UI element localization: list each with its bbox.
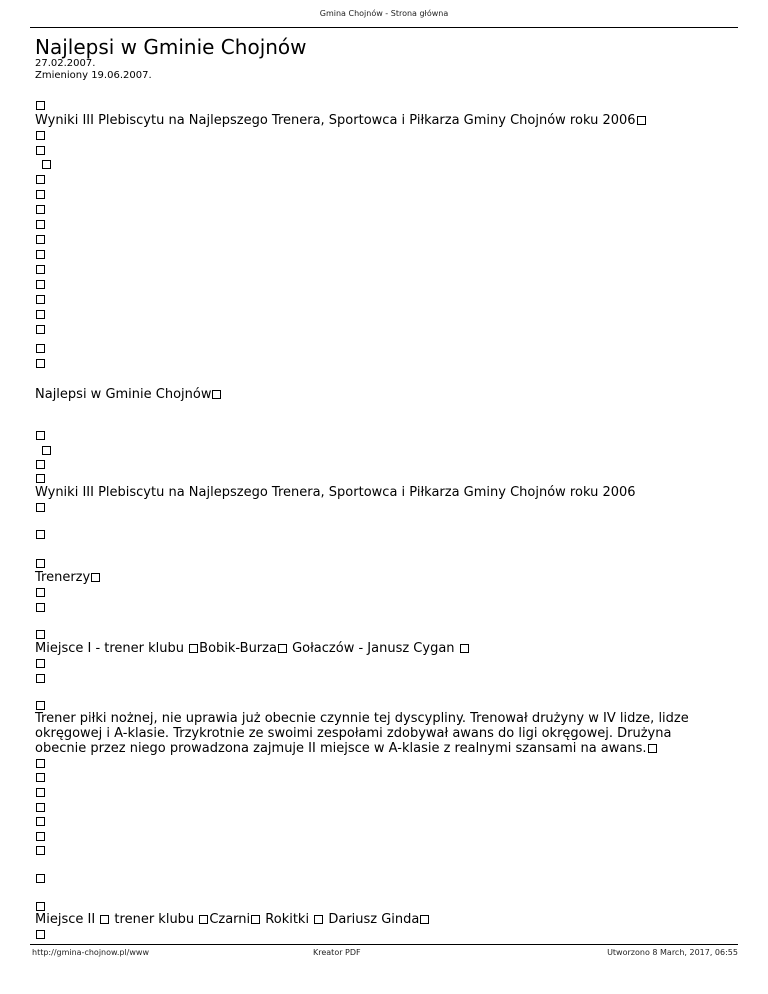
missing-glyph-icon: [36, 344, 45, 353]
placeholder-glyph-row: [35, 307, 46, 322]
placeholder-glyph-row: [35, 556, 46, 571]
place-2-name: Dariusz Ginda: [324, 912, 420, 927]
section-trainers: [35, 570, 101, 585]
placeholder-glyph-row: [35, 829, 46, 844]
placeholder-glyph-row: [35, 128, 46, 143]
missing-glyph-icon: [278, 644, 287, 653]
missing-glyph-icon: [36, 674, 45, 683]
placeholder-glyph-row: [35, 457, 46, 472]
missing-glyph-icon: [36, 310, 45, 319]
page-header: Gmina Chojnów - Strona główna: [319, 9, 449, 18]
date-created: 27.02.2007.: [35, 58, 96, 69]
missing-glyph-icon: [189, 644, 198, 653]
missing-glyph-icon: [36, 280, 45, 289]
missing-glyph-icon: [36, 759, 45, 768]
heading: Wyniki III Plebiscytu na Najlepszego Trenera, Sportowca i Piłkarza Gminy Chojnów roku 2006: [35, 485, 636, 500]
missing-glyph-icon: [36, 788, 45, 797]
placeholder-glyph-row: [35, 277, 46, 292]
place-1-line: [35, 641, 470, 656]
placeholder-glyph-row: [35, 770, 46, 785]
placeholder-glyph-row: [35, 656, 46, 671]
missing-glyph-icon: [36, 101, 45, 110]
place-1-rest: Gołaczów - Janusz Cygan: [287, 641, 459, 656]
placeholder-glyph-row: [35, 232, 46, 247]
footer-creator: Kreator PDF: [313, 948, 361, 957]
missing-glyph-icon: [36, 235, 45, 244]
placeholder-glyph-row: [35, 527, 46, 542]
subtitle: [35, 387, 222, 402]
placeholder-glyph-row: [41, 157, 52, 172]
placeholder-glyph-row: [35, 800, 46, 815]
missing-glyph-icon: [36, 803, 45, 812]
place-2-middle: trener klubu: [110, 912, 199, 927]
subtitle-text: Najlepsi w Gminie Chojnów: [35, 387, 212, 402]
missing-glyph-icon: [36, 460, 45, 469]
missing-glyph-icon: [36, 530, 45, 539]
place-2-club: Czarni: [209, 912, 251, 927]
missing-glyph-icon: [36, 265, 45, 274]
missing-glyph-icon: [36, 817, 45, 826]
section-trainers-text: Trenerzy: [35, 570, 91, 585]
placeholder-glyph-row: [35, 322, 46, 337]
placeholder-glyph-row: [35, 600, 46, 615]
missing-glyph-icon: [36, 630, 45, 639]
missing-glyph-icon: [36, 701, 45, 710]
place-1-club: Bobik-Burza: [199, 641, 277, 656]
placeholder-glyph-row: [35, 247, 46, 262]
placeholder-glyph-row: [35, 202, 46, 217]
header-divider: [30, 27, 738, 28]
missing-glyph-icon: [212, 390, 221, 399]
missing-glyph-icon: [36, 131, 45, 140]
placeholder-glyph-row: [35, 262, 46, 277]
missing-glyph-icon: [36, 832, 45, 841]
missing-glyph-icon: [36, 474, 45, 483]
missing-glyph-icon: [36, 295, 45, 304]
placeholder-glyph-row: [35, 98, 46, 113]
missing-glyph-icon: [460, 644, 469, 653]
place-1-prefix: Miejsce I - trener klubu: [35, 641, 189, 656]
missing-glyph-icon: [314, 915, 323, 924]
placeholder-glyph-row: [35, 341, 46, 356]
placeholder-glyph-row: [35, 143, 46, 158]
missing-glyph-icon: [36, 603, 45, 612]
missing-glyph-icon: [36, 503, 45, 512]
placeholder-glyph-row: [35, 292, 46, 307]
missing-glyph-icon: [91, 573, 100, 582]
placeholder-glyph-row: [35, 217, 46, 232]
placeholder-glyph-row: [35, 756, 46, 771]
missing-glyph-icon: [42, 160, 51, 169]
missing-glyph-icon: [36, 146, 45, 155]
placeholder-glyph-row: [35, 785, 46, 800]
missing-glyph-icon: [36, 359, 45, 368]
missing-glyph-icon: [648, 744, 657, 753]
missing-glyph-icon: [36, 588, 45, 597]
missing-glyph-icon: [36, 659, 45, 668]
placeholder-glyph-row: [35, 500, 46, 515]
placeholder-glyph-row: [35, 471, 46, 486]
place-2-rest: Rokitki: [261, 912, 314, 927]
place-2-line: [35, 912, 430, 927]
placeholder-glyph-row: [35, 871, 46, 886]
placeholder-glyph-row: [35, 843, 46, 858]
missing-glyph-icon: [199, 915, 208, 924]
missing-glyph-icon: [36, 250, 45, 259]
placeholder-glyph-row: [35, 814, 46, 829]
placeholder-glyph-row: [35, 428, 46, 443]
heading-repeat-text: Wyniki III Plebiscytu na Najlepszego Trenera, Sportowca i Piłkarza Gminy Chojnów roku 2006: [35, 113, 636, 128]
heading-repeat: [35, 113, 647, 128]
place-2-prefix: Miejsce II: [35, 912, 100, 927]
placeholder-glyph-row: [41, 443, 52, 458]
missing-glyph-icon: [36, 930, 45, 939]
trainer-description-text: Trener piłki nożnej, nie uprawia już obecnie czynnie tej dyscypliny. Trenował drużyny w IV lidze, lidze okręgowej i A-klasie. Trzykrotnie ze swoimi zespołami zdobywał awans do ligi okręgowej. Drużyna obecnie przez niego prowadzona zajmuje II miejsce w A-klasie z realnymi szansami na awans.: [35, 711, 689, 756]
missing-glyph-icon: [36, 325, 45, 334]
missing-glyph-icon: [36, 431, 45, 440]
missing-glyph-icon: [36, 773, 45, 782]
placeholder-glyph-row: [35, 172, 46, 187]
footer-divider: [30, 944, 738, 945]
placeholder-glyph-row: [35, 671, 46, 686]
missing-glyph-icon: [100, 915, 109, 924]
missing-glyph-icon: [420, 915, 429, 924]
missing-glyph-icon: [36, 846, 45, 855]
trainer-description: [35, 711, 705, 756]
placeholder-glyph-row: [35, 187, 46, 202]
placeholder-glyph-row: [35, 356, 46, 371]
missing-glyph-icon: [36, 205, 45, 214]
article-title: Najlepsi w Gminie Chojnów: [35, 35, 307, 59]
missing-glyph-icon: [251, 915, 260, 924]
missing-glyph-icon: [36, 902, 45, 911]
missing-glyph-icon: [36, 175, 45, 184]
footer-url: http://gmina-chojnow.pl/www: [32, 948, 149, 957]
placeholder-glyph-row: [35, 627, 46, 642]
missing-glyph-icon: [42, 446, 51, 455]
missing-glyph-icon: [36, 220, 45, 229]
page-footer: [30, 948, 738, 960]
date-modified: Zmieniony 19.06.2007.: [35, 70, 152, 81]
placeholder-glyph-row: [35, 927, 46, 942]
footer-created: Utworzono 8 March, 2017, 06:55: [607, 948, 738, 957]
placeholder-glyph-row: [35, 585, 46, 600]
missing-glyph-icon: [36, 874, 45, 883]
missing-glyph-icon: [637, 116, 646, 125]
missing-glyph-icon: [36, 190, 45, 199]
missing-glyph-icon: [36, 559, 45, 568]
